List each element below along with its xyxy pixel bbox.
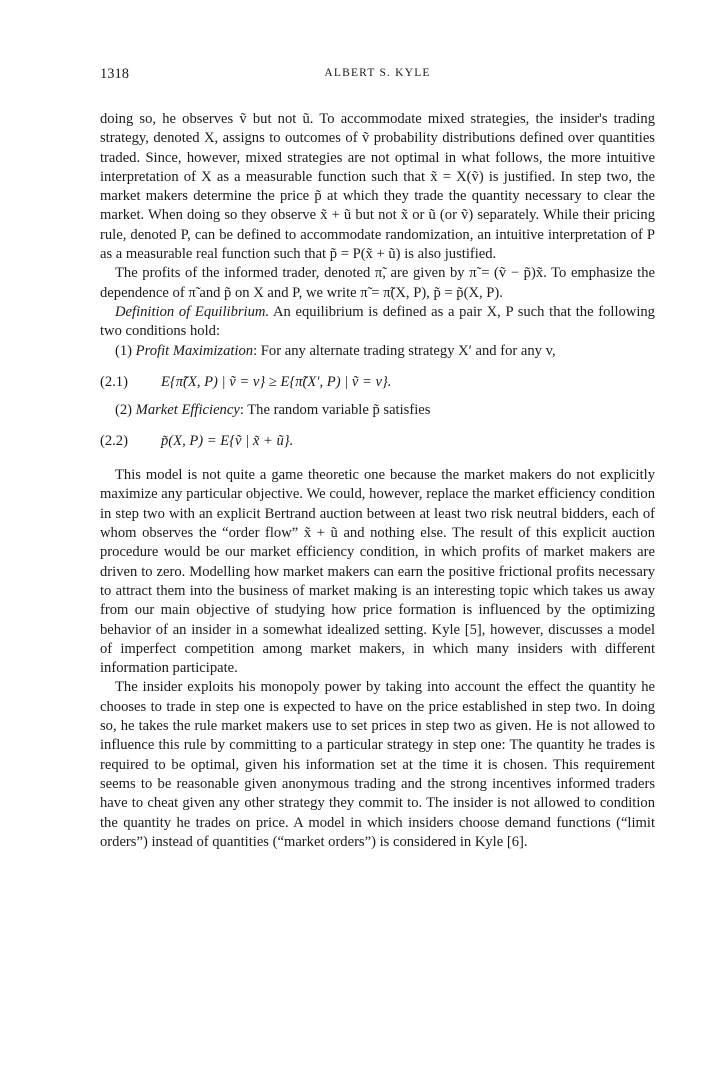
condition-2-prefix: (2) (115, 401, 136, 418)
condition-1-prefix: (1) (115, 342, 136, 359)
definition-heading: Definition of Equilibrium. (115, 303, 270, 320)
equation-body: p̃(X, P) = E{ṽ | x̃ + ũ}. (161, 433, 294, 450)
paragraph-continued: doing so, he observes ṽ but not ũ. To accommodate mixed strategies, the insider's trading strategy, denoted X, assigns to outcomes of ṽ probability distributions defined over quantities traded. Since, however, mixed strategies are not optimal in what follows, the more intuitive interpretation of X as a measurable function such that x̃ = X(ṽ) is justified. In step two, the market makers determine the price p̃ at which they trade the quantity necessary to clear the market. When doing so they observe x̃ + ũ but not x̃ or ũ (or ṽ) separately. While their pricing rule, denoted P, can be defined to accommodate randomization, an intuitive interpretation of P as a measurable real function such that p̃ = P(x̃ + ũ) is also justified. (100, 111, 655, 263)
body-text (100, 110, 655, 852)
paragraph-profits: The profits of the informed trader, denoted π̃, are given by π̃ = (ṽ − p̃)x̃. To emphasize the dependence of π̃ and p̃ on X and P, we write π̃ = π̃(X, P), p̃ = p̃(X, P). (100, 265, 655, 301)
equation-body: E{π̃(X, P) | ṽ = v} ≥ E{π̃(X′, P) | ṽ = v}. (161, 373, 392, 390)
condition-market-efficiency (100, 401, 655, 420)
equation-number: (2.2) (100, 433, 128, 450)
page (100, 66, 655, 852)
condition-2-text: : The random variable p̃ satisfies (239, 401, 431, 418)
definition-text: An equilibrium is defined as a pair X, P such that the following two conditions hold: (100, 303, 655, 340)
running-head (100, 66, 655, 88)
condition-2-heading: Market Efficiency (135, 401, 240, 418)
condition-profit-maximization (100, 342, 655, 361)
equation-2-2 (100, 424, 655, 460)
equation-number: (2.1) (100, 373, 128, 390)
paragraph-definition (100, 303, 655, 342)
condition-1-text: : For any alternate trading strategy X′ and for any v, (253, 342, 556, 359)
paragraph-monopoly-power: The insider exploits his monopoly power by taking into account the effect the quantity he chooses to trade in step one is expected to have on the price established in step two. In doing so, he takes the rule market makers use to set prices in step two as given. He is not allowed to influence this rule by committing to a particular strategy in step one: The quantity he trades is required to be optimal, given his information set at the time it is chosen. This requirement seems to be reasonable given anonymous trading and the strong incentives informed traders have to cheat given any other strategy they commit to. The insider is not allowed to condition the quantity he trades on price. A model in which insiders choose demand functions (“limit orders”) instead of quantities (“market orders”) is considered in Kyle [6]. (100, 679, 655, 850)
running-title: ALBERT S. KYLE (324, 67, 431, 79)
paragraph-game-theoretic: This model is not quite a game theoretic one because the market makers do not explicitly maximize any particular objective. We could, however, replace the market efficiency condition in step two with an explicit Bertrand auction between at least two risk neutral bidders, each of whom observes the “order flow” x̃ + ũ and nothing else. The result of this explicit auction procedure would be our market efficiency condition, in which profits of market makers are driven to zero. Modelling how market makers can earn the positive frictional profits necessary to attract them into the business of market making is an interesting topic which takes us away from our main objective of studying how price formation is influenced by the optimizing behavior of an insider in a somewhat idealized setting. Kyle [5], however, discusses a model of imperfect competition among market makers, in which many insiders with different information participate. (100, 467, 655, 677)
condition-1-heading: Profit Maximization (135, 342, 254, 359)
page-number: 1318 (100, 66, 129, 82)
equation-2-1 (100, 365, 655, 401)
